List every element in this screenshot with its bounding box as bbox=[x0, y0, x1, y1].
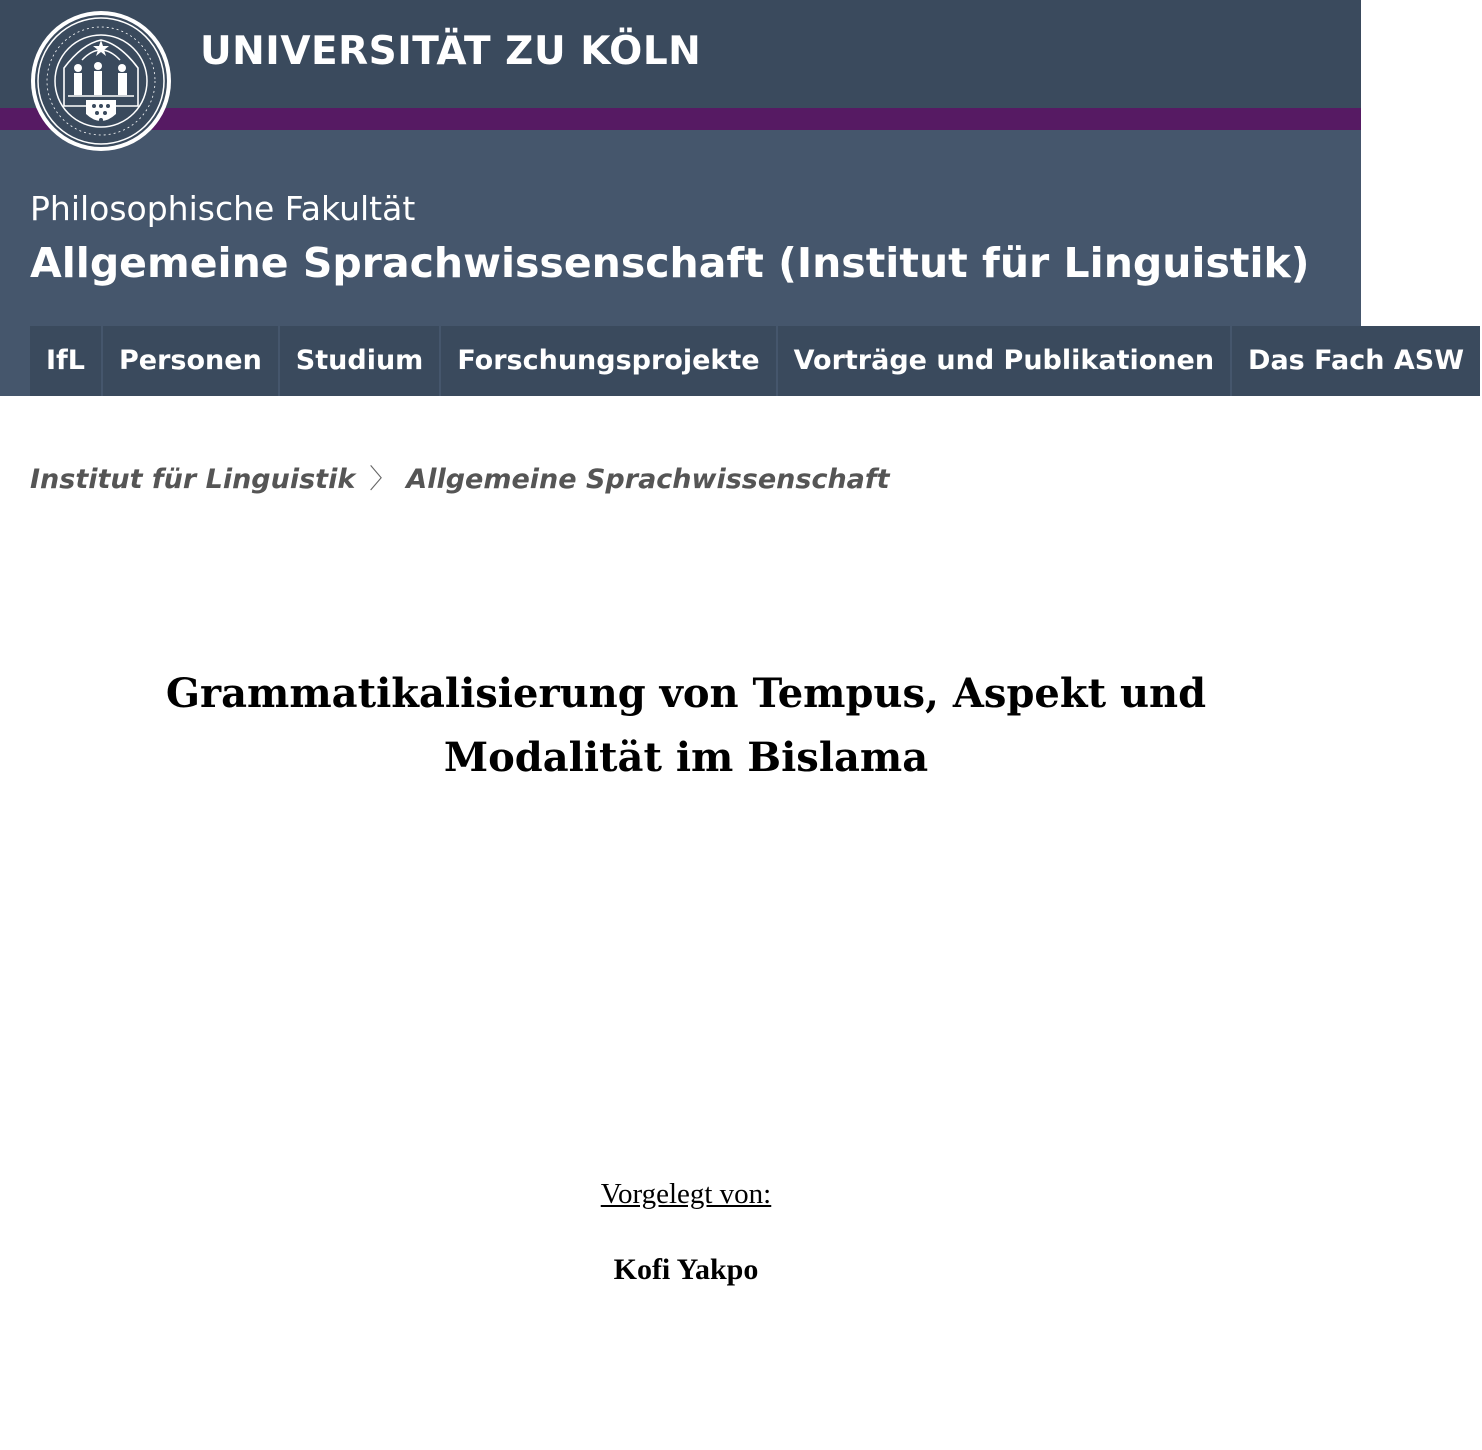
breadcrumb-link-asw[interactable]: Allgemeine Sprachwissenschaft bbox=[406, 464, 890, 495]
nav-item-ifl[interactable]: IfL bbox=[30, 326, 101, 396]
nav-item-das-fach-asw[interactable]: Das Fach ASW bbox=[1232, 326, 1480, 396]
faculty-name[interactable]: Philosophische Fakultät bbox=[30, 189, 416, 228]
nav-item-studium[interactable]: Studium bbox=[280, 326, 440, 396]
breadcrumb bbox=[30, 460, 890, 500]
author-name: Kofi Yakpo bbox=[613, 1253, 759, 1286]
institute-name[interactable]: Allgemeine Sprachwissenschaft (Institut für Linguistik) bbox=[30, 239, 1310, 287]
breadcrumb-separator-icon: 〉 bbox=[369, 464, 397, 495]
accent-stripe bbox=[0, 108, 1361, 130]
breadcrumb-link-institut[interactable]: Institut für Linguistik bbox=[30, 464, 356, 495]
university-seal-icon[interactable] bbox=[30, 10, 172, 152]
main-navigation bbox=[30, 326, 1482, 396]
nav-item-vortraege-publikationen[interactable]: Vorträge und Publikationen bbox=[778, 326, 1230, 396]
nav-item-forschungsprojekte[interactable]: Forschungsprojekte bbox=[441, 326, 775, 396]
university-name[interactable]: UNIVERSITÄT ZU KÖLN bbox=[200, 29, 702, 74]
nav-item-personen[interactable]: Personen bbox=[103, 326, 278, 396]
document-title: Grammatikalisierung von Tempus, Aspekt und Modalität im Bislama bbox=[165, 670, 1207, 781]
submitted-by-label: Vorgelegt von: bbox=[600, 1178, 772, 1210]
